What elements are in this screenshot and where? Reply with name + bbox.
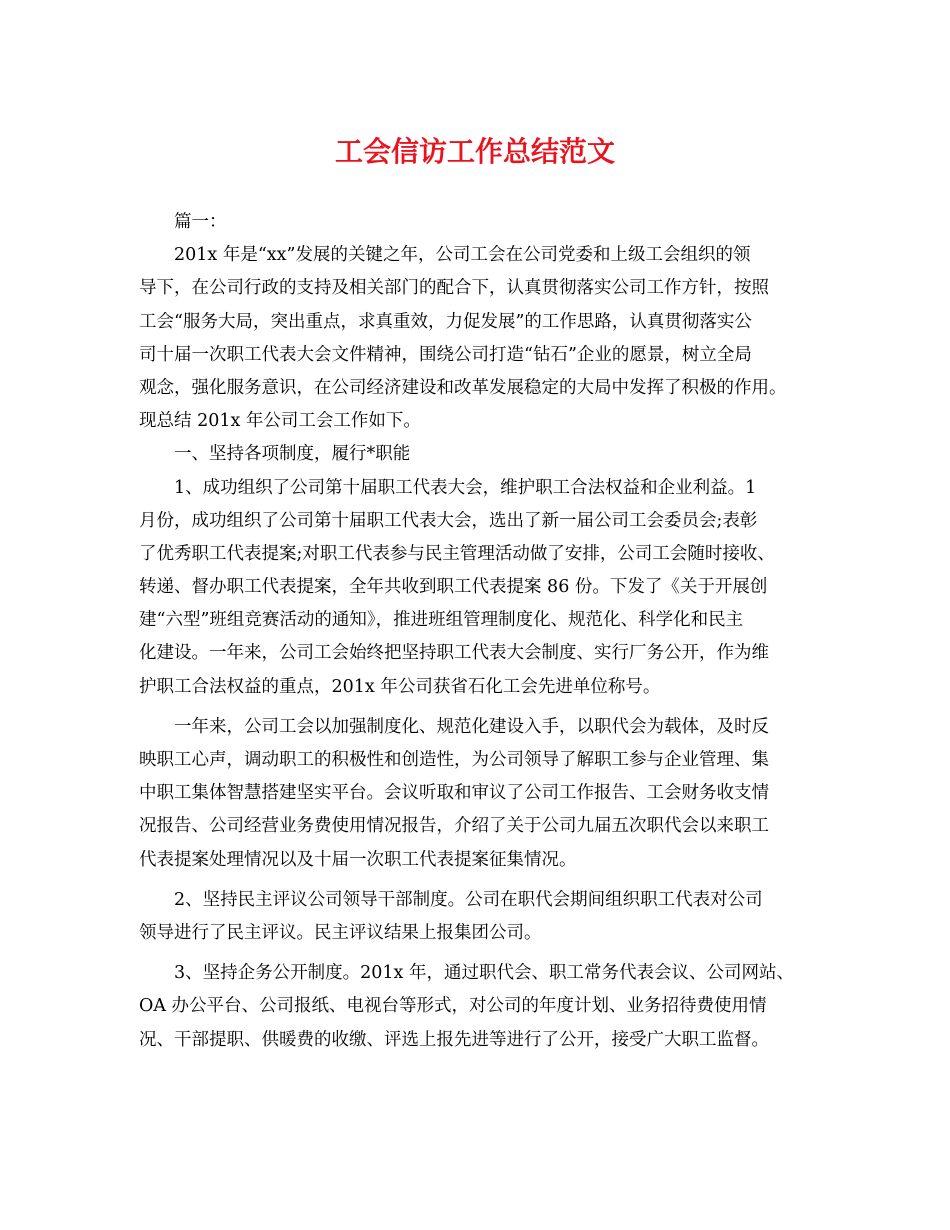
- text-line: 3、坚持企务公开制度。201x 年，通过职代会、职工常务代表会议、公司网站、: [174, 963, 794, 984]
- text-line: 篇一：: [174, 212, 227, 232]
- text-line: 1、成功组织了公司第十届职工代表大会，维护职工合法权益和企业利益。1: [174, 477, 757, 498]
- text-line: 中职工集体智慧搭建坚实平台。会议听取和审议了公司工作报告、工会财务收支情: [139, 783, 769, 804]
- text-line: 月份，成功组织了公司第十届职工代表大会，选出了新一届公司工会委员会;表彰: [139, 510, 758, 531]
- text-line: 代表提案处理情况以及十届一次职工代表提案征集情况。: [139, 849, 577, 870]
- text-line: 一年来，公司工会以加强制度化、规范化建设入手，以职代会为载体，及时反: [174, 716, 769, 737]
- document-body: [139, 206, 819, 1057]
- text-line: 司十届一次职工代表大会文件精神，围绕公司打造“钻石”企业的愿景，树立全局: [139, 344, 752, 365]
- text-line: 2、坚持民主评议公司领导干部制度。公司在职代会期间组织职工代表对公司: [174, 889, 763, 910]
- text-line: 护职工合法权益的重点，201x 年公司获省石化工会先进单位称号。: [139, 676, 661, 697]
- document-title: 工会信访工作总结范文: [334, 135, 615, 168]
- text-line: OA 办公平台、公司报纸、电视台等形式，对公司的年度计划、业务招待费使用情: [139, 996, 767, 1017]
- text-line: 映职工心声，调动职工的积极性和创造性，为公司领导了解职工参与企业管理、集: [139, 750, 769, 770]
- text-line: 转递、督办职工代表提案，全年共收到职工代表提案 86 份。下发了《关于开展创: [139, 577, 768, 598]
- text-line: 一、坚持各项制度，履行*职能: [174, 444, 411, 465]
- text-line: 建“六型”班组竞赛活动的通知》，推进班组管理制度化、规范化、科学化和民主: [139, 610, 744, 631]
- text-line: 工会“服务大局，突出重点，求真重效，力促发展”的工作思路，认真贯彻落实公: [139, 311, 752, 332]
- text-line: 化建设。一年来，公司工会始终把坚持职工代表大会制度、实行厂务公开，作为维: [139, 643, 769, 664]
- text-line: 现总结 201x 年公司工会工作如下。: [139, 411, 421, 432]
- text-line: 况报告、公司经营业务费使用情况报告，介绍了关于公司九届五次职代会以来职工: [139, 816, 769, 837]
- text-line: 领导进行了民主评议。民主评议结果上报集团公司。: [139, 922, 542, 943]
- text-line: 况、干部提职、供暖费的收缴、评选上报先进等进行了公开，接受广大职工监督。: [139, 1029, 769, 1050]
- text-line: 了优秀职工代表提案;对职工代表参与民主管理活动做了安排，公司工会随时接收、: [139, 543, 775, 564]
- text-line: 导下，在公司行政的支持及相关部门的配合下，认真贯彻落实公司工作方针，按照: [139, 278, 769, 299]
- text-line: 201x 年是“xx”发展的关键之年，公司工会在公司党委和上级工会组织的领: [174, 245, 751, 266]
- text-line: 观念，强化服务意识，在公司经济建设和改革发展稳定的大局中发挥了积极的作用。: [139, 377, 787, 398]
